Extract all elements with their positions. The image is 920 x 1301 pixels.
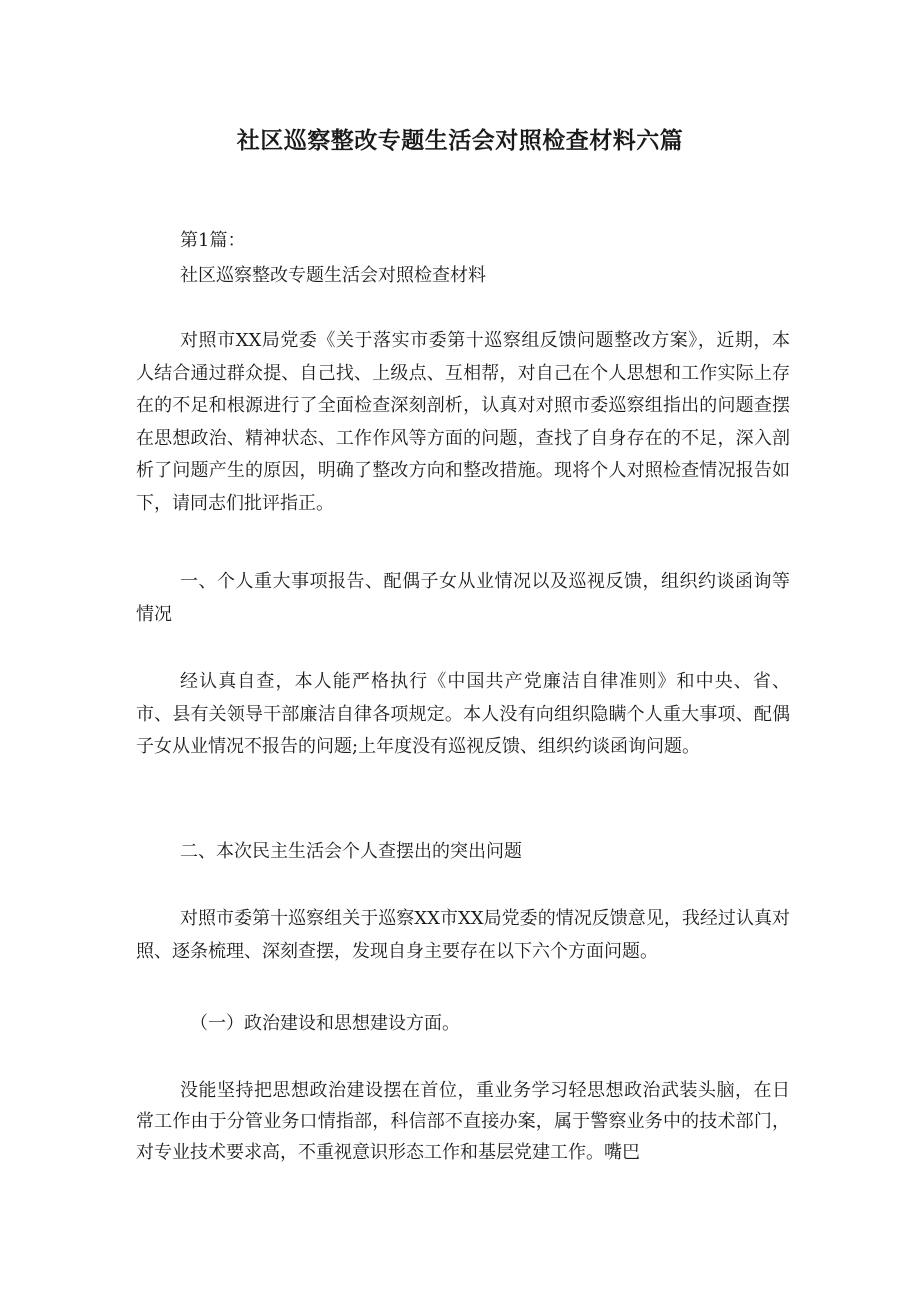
section1-body: 经认真自查，本人能严格执行《中国共产党廉洁自律准则》和中央、省、市、县有关领导干部廉洁自律各项规定。本人没有向组织隐瞒个人重大事项、配偶子女从业情况不报告的问题;上年度没有巡视反馈、组织约谈函询问题。 <box>136 671 790 757</box>
sub1-body: 没能坚持把思想政治建设摆在首位，重业务学习轻思想政治武装头脑，在日常工作由于分管业务口情指部，科信部不直接办案，属于警察业务中的技术部门，对专业技术要求高，不重视意识形态工作和基层党建工作。嘴巴 <box>136 1080 790 1163</box>
section2-heading: 二、本次民主生活会个人查摆出的突出问题 <box>180 841 522 862</box>
chapter-title: 社区巡察整改专题生活会对照检查材料 <box>180 265 486 286</box>
sub1-heading: （一）政治建设和思想建设方面。 <box>190 1013 460 1034</box>
document-title: 社区巡察整改专题生活会对照检查材料六篇 <box>236 128 684 154</box>
intro-paragraph: 对照市XX局党委《关于落实市委第十巡察组反馈问题整改方案》，近期，本人结合通过群众提、自己找、上级点、互相帮，对自己在个人思想和工作实际上存在的不足和根源进行了全面检查深刻剖析，认真对对照市委巡察组指出的问题查摆在思想政治、精神状态、工作作风等方面的问题，查找了自身存在的不足，深入剖析了问题产生的原因，明确了整改方向和整改措施。现将个人对照检查情况报告如下，请同志们批评指正。 <box>136 330 790 514</box>
section1-heading: 一、个人重大事项报告、配偶子女从业情况以及巡视反馈，组织约谈函询等情况 <box>136 571 790 625</box>
section2-body: 对照市委第十巡察组关于巡察XX市XX局党委的情况反馈意见，我经过认真对照、逐条梳理、深刻查摆，发现自身主要存在以下六个方面问题。 <box>136 908 790 962</box>
chapter-label: 第1篇： <box>180 230 246 251</box>
